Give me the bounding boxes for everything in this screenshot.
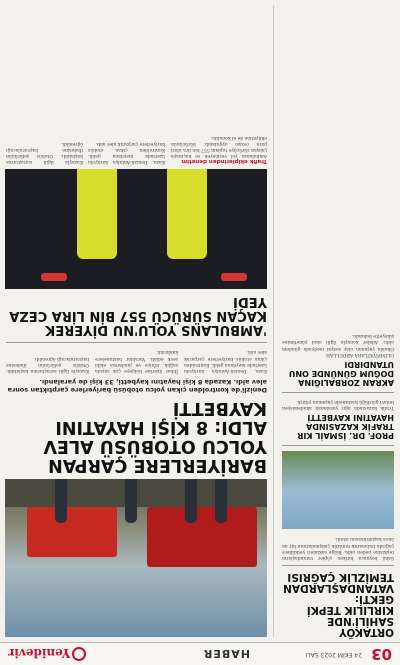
second-story-col-1: Kaza, Denizli-Antalya karayolu üzerinde meydana geldi. Kontrolden çıkan otobüs bariyerlere çarparak alev aldı. [88,140,165,165]
second-story-headline: 'AMBULANS YOLU'NU DİYEREK KAÇAN SÜRÜCÜ 557 BİN LİRA CEZA YEDİ [9,294,267,338]
main-story-subhead: Denizli'de kontrolden çıkan yolcu otobüsü bariyerlere çarptıktan sonra alev aldı. Kazada 8 kişi hayatını kaybetti, 33 kişi de yaralandı. [7,378,267,394]
person-silhouette [125,479,137,523]
person-silhouette [185,479,197,523]
bottom-story-body: Okulda yaşanan olay sosyal medyada gündem oldu. Aileler konuyla ilgili okul yönetimine şikayette bulundu. [282,333,394,351]
main-story-col-2: İhbar üzerine bölgeye çok sayıda sağlık, itfaiye ve jandarma ekibi sevk edildi. Yaralılar hastanelere kaldırıldı. [95,349,178,373]
person-silhouette [55,479,67,523]
brand-logo [8,646,86,661]
second-story-body-row [6,133,267,164]
accident-photo [5,479,267,637]
police-checkpoint-photo [5,169,267,289]
main-story-col-3: Kazayla ilgili soruşturma başlatıldı. Otobüs şoförünün ifadesine başvurulacağı öğrenildi. [6,355,89,373]
main-column [6,5,274,637]
fire-truck-shape [147,507,257,567]
second-story-columns [6,133,165,164]
divider [282,565,394,566]
fire-truck-shape [27,502,117,557]
main-story-headline: BARİYERLERE ÇARPAN YOLCU OTOBÜSÜ ALEV ALDI: 8 KİŞİ HAYATINI KAYBETTİ [43,398,267,475]
second-story-red-label: Trafik ekiplerinden denetim [181,158,267,165]
siren-light-shape [41,273,67,281]
divider [282,445,394,446]
bottom-story-byline: OLİMPİYATLARA ABDULLAH [326,351,394,357]
second-story-col-2: Kazayla ilgili soruşturma başlatıldı. Otobüs şoförünün ifadesine başvurulacağı öğrenildi. [6,140,83,165]
coast-photo [282,451,394,529]
divider [282,392,394,393]
section-label: HABER [202,647,250,660]
bottom-story-headline: AKRAN ZORBALIĞINA DOĞUM GÜNÜNDE ONU UTANDIRDI [288,359,394,387]
siren-light-shape [221,273,247,281]
left-column [282,9,394,637]
second-story-aside [171,133,267,164]
brand-circle-icon [72,647,86,661]
main-story-columns [6,348,267,373]
officer-vest-shape [77,169,117,259]
divider [6,342,267,343]
masthead [0,642,400,665]
officer-vest-shape [167,169,207,259]
person-silhouette [215,479,227,523]
left-story-headline: ORTAKÖY SAHİLİ'NDE KIRLILIK TEPKİ GEKTİ: VATANDAŞLARDAN TEMİZLİK ÇAĞRISI [283,571,394,638]
left-story-body: Sahil boyunca biriken çöpler vatandaşların tepkisine neden oldu. Bölge sakinleri yetkililere çağrıda bulunarak temizlik çalışmalarının bir an önce başlatılmasını istedi. [282,536,394,560]
brand-name: Yenidevir [8,646,71,660]
second-story-body: Ambulansa yol vermeyen ve kaçmaya çalışan sürücüye toplam 557 bin lira idari para cezası uygulandı. Sürücünün ehliyetine de el konuldu. [171,134,267,159]
side-story-body: Trafik kazasında ağır yaralanan akademisyen tedavi gördüğü hastanede yaşamını yitirdi. [282,398,394,411]
main-story-col-1: Kaza, Denizli-Antalya karayolu üzerinde meydana geldi. Kontrolden çıkan otobüs bariyerlere çarparak alev aldı. [183,349,267,373]
page-number: 03 [371,645,392,663]
side-story-headline: PROF. DR. İSMAİL KIR TRAFİK KAZASINDA HAYATINI KAYBETTİ [297,413,394,441]
issue-date: 24 EKİM 2023 SALI [305,651,362,658]
